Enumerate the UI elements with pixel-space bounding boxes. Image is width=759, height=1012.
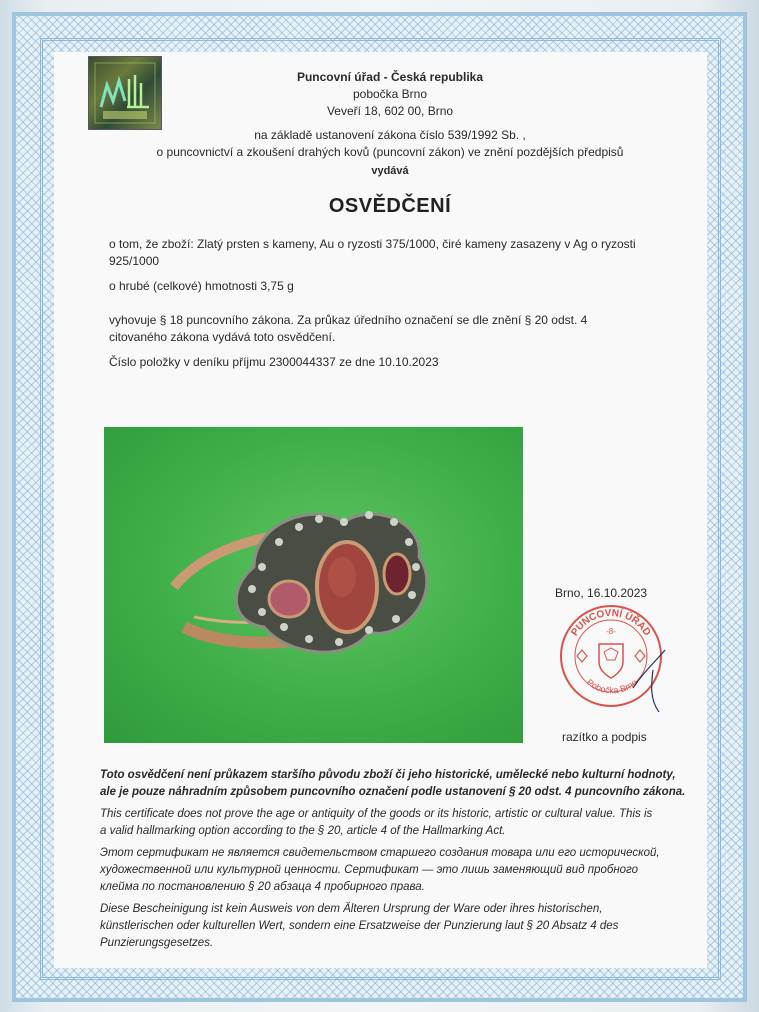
office-branch: pobočka Brno (352, 87, 428, 101)
item-description-line2: 925/1000 (109, 254, 160, 268)
disclaimer-cz-line2: ale je pouze náhradním způsobem puncovního označení podle ustanovení § 20 odst. 4 puncovního zákona. (100, 786, 686, 798)
disclaimer-ru-line1: Этот сертификат не является свидетельством старшего создания товара или его исторической, (100, 847, 660, 859)
disclaimer-ru-line2: художественной или культурной ценности. Сертификат — это лишь заменяющий вид пробного (100, 864, 639, 876)
compliance-line2: citovaného zákona vydává toto osvědčení. (109, 330, 336, 344)
stamp-number: -8- (606, 627, 616, 636)
page-title: OSVĚDČENÍ (328, 195, 452, 217)
legal-basis-line2: o puncovnictví a zkoušení drahých kovů (puncovní zákon) ve znění pozdějších předpisů (156, 145, 624, 159)
stamp-bottom-text: Pobočka Brno (584, 677, 640, 696)
hologram-logo-icon (88, 56, 162, 130)
official-stamp (555, 600, 667, 712)
disclaimer-en-line1: This certificate does not prove the age or antiquity of the goods or its historic, artistic or cultural value. This is (100, 808, 653, 820)
ring-photo (104, 427, 523, 743)
item-description-line1: o tom, že zboží: Zlatý prsten s kameny, Au o ryzosti 375/1000, čiré kameny zasazeny v Ag o ryzosti (109, 237, 636, 251)
date-place: Brno, 16.10.2023 (555, 586, 648, 600)
stamp-top-text: PUNCOVNÍ ÚŘAD (569, 607, 653, 639)
svg-text:Pobočka Brno (585, 677, 639, 695)
legal-basis-line1: na základě ustanovení zákona číslo 539/1992 Sb. , (254, 128, 526, 142)
item-weight: o hrubé (celkové) hmotnosti 3,75 g (109, 279, 294, 293)
disclaimer-ru-line3: клейма по постановлению § 20 абзаца 4 пробирного права. (100, 881, 425, 893)
disclaimer-cz-line1: Toto osvědčení není průkazem staršího původu zboží či jeho historické, umělecké nebo kulturní hodnoty, (100, 769, 676, 781)
signature-label: razítko a podpis (562, 730, 647, 744)
disclaimer-de-line3: Punzierungsgesetzes. (100, 937, 214, 949)
record-number: Číslo položky v deníku příjmu 2300044337 ze dne 10.10.2023 (109, 355, 439, 369)
office-address: Veveří 18, 602 00, Brno (326, 104, 454, 118)
office-name: Puncovní úřad - Česká republika (296, 70, 484, 84)
disclaimer-en-line2: a valid hallmarking option according to the § 20, article 4 of the Hallmarking Act. (100, 825, 506, 837)
compliance-line1: vyhovuje § 18 puncovního zákona. Za průkaz úředního označení se dle znění § 20 odst. 4 (109, 313, 588, 327)
issues-word: vydává (371, 165, 409, 177)
disclaimer-de-line2: künstlerischen oder kulturellen Wert, sondern eine Ersatzweise der Punzierung laut § 20 Absatz 4 des (100, 920, 619, 932)
disclaimer-de-line1: Diese Bescheinigung ist kein Ausweis von dem Älteren Ursprung der Ware oder ihres historischen, (100, 903, 603, 915)
